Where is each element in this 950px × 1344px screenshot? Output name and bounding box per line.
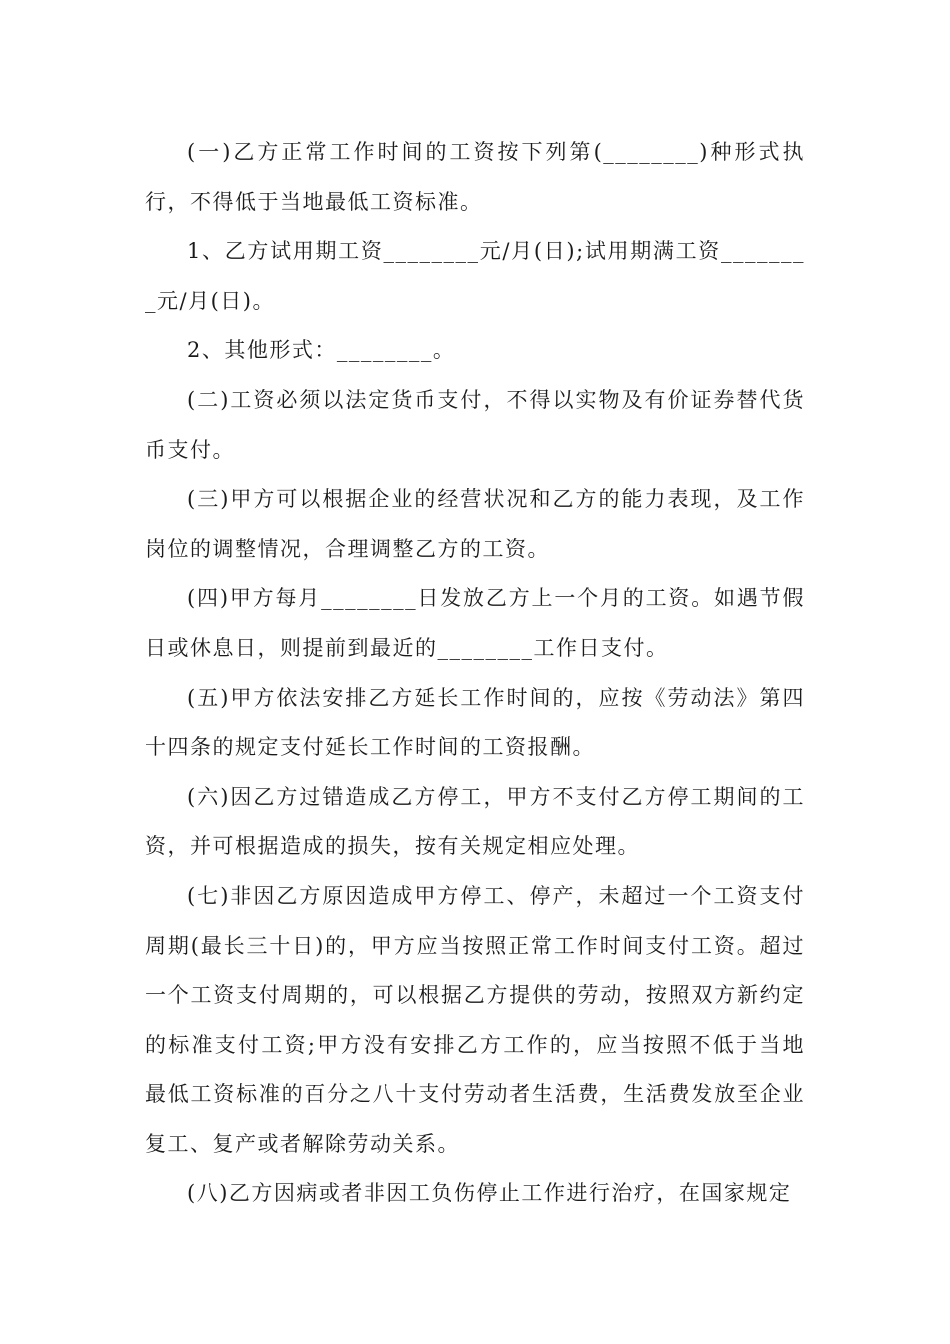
paragraph-probation-wage: 1、乙方试用期工资________元/月(日);试用期满工资________元/月(日)。	[145, 239, 805, 313]
paragraph-currency-payment: (二)工资必须以法定货币支付，不得以实物及有价证券替代货币支付。	[145, 387, 805, 462]
paragraph-payday: (四)甲方每月________日发放乙方上一个月的工资。如遇节假日或休息日，则提前到最近的________工作日支付。	[145, 586, 805, 660]
document-body	[145, 128, 805, 1219]
paragraph-other-form: 2、其他形式：________。	[187, 338, 456, 363]
paragraph-fault-stoppage: (六)因乙方过错造成乙方停工，甲方不支付乙方停工期间的工资，并可根据造成的损失，按有关规定相应处理。	[145, 784, 805, 859]
paragraph-overtime-pay: (五)甲方依法安排乙方延长工作时间的，应按《劳动法》第四十四条的规定支付延长工作时间的工资报酬。	[145, 685, 805, 760]
paragraph-non-fault-stoppage: (七)非因乙方原因造成甲方停工、停产，未超过一个工资支付周期(最长三十日)的，甲方应当按照正常工作时间支付工资。超过一个工资支付周期的，可以根据乙方提供的劳动，按照双方新约定的标准支付工资;甲方没有安排乙方工作的，应当按照不低于当地最低工资标准的百分之八十支付劳动者生活费，生活费发放至企业复工、复产或者解除劳动关系。	[145, 883, 805, 1156]
paragraph-wage-adjustment: (三)甲方可以根据企业的经营状况和乙方的能力表现，及工作岗位的调整情况，合理调整乙方的工资。	[145, 487, 805, 561]
paragraph-wage-form: (一)乙方正常工作时间的工资按下列第(________)种形式执行，不得低于当地最低工资标准。	[145, 140, 805, 214]
paragraph-sick-leave: (八)乙方因病或者非因工负伤停止工作进行治疗，在国家规定	[187, 1181, 792, 1206]
